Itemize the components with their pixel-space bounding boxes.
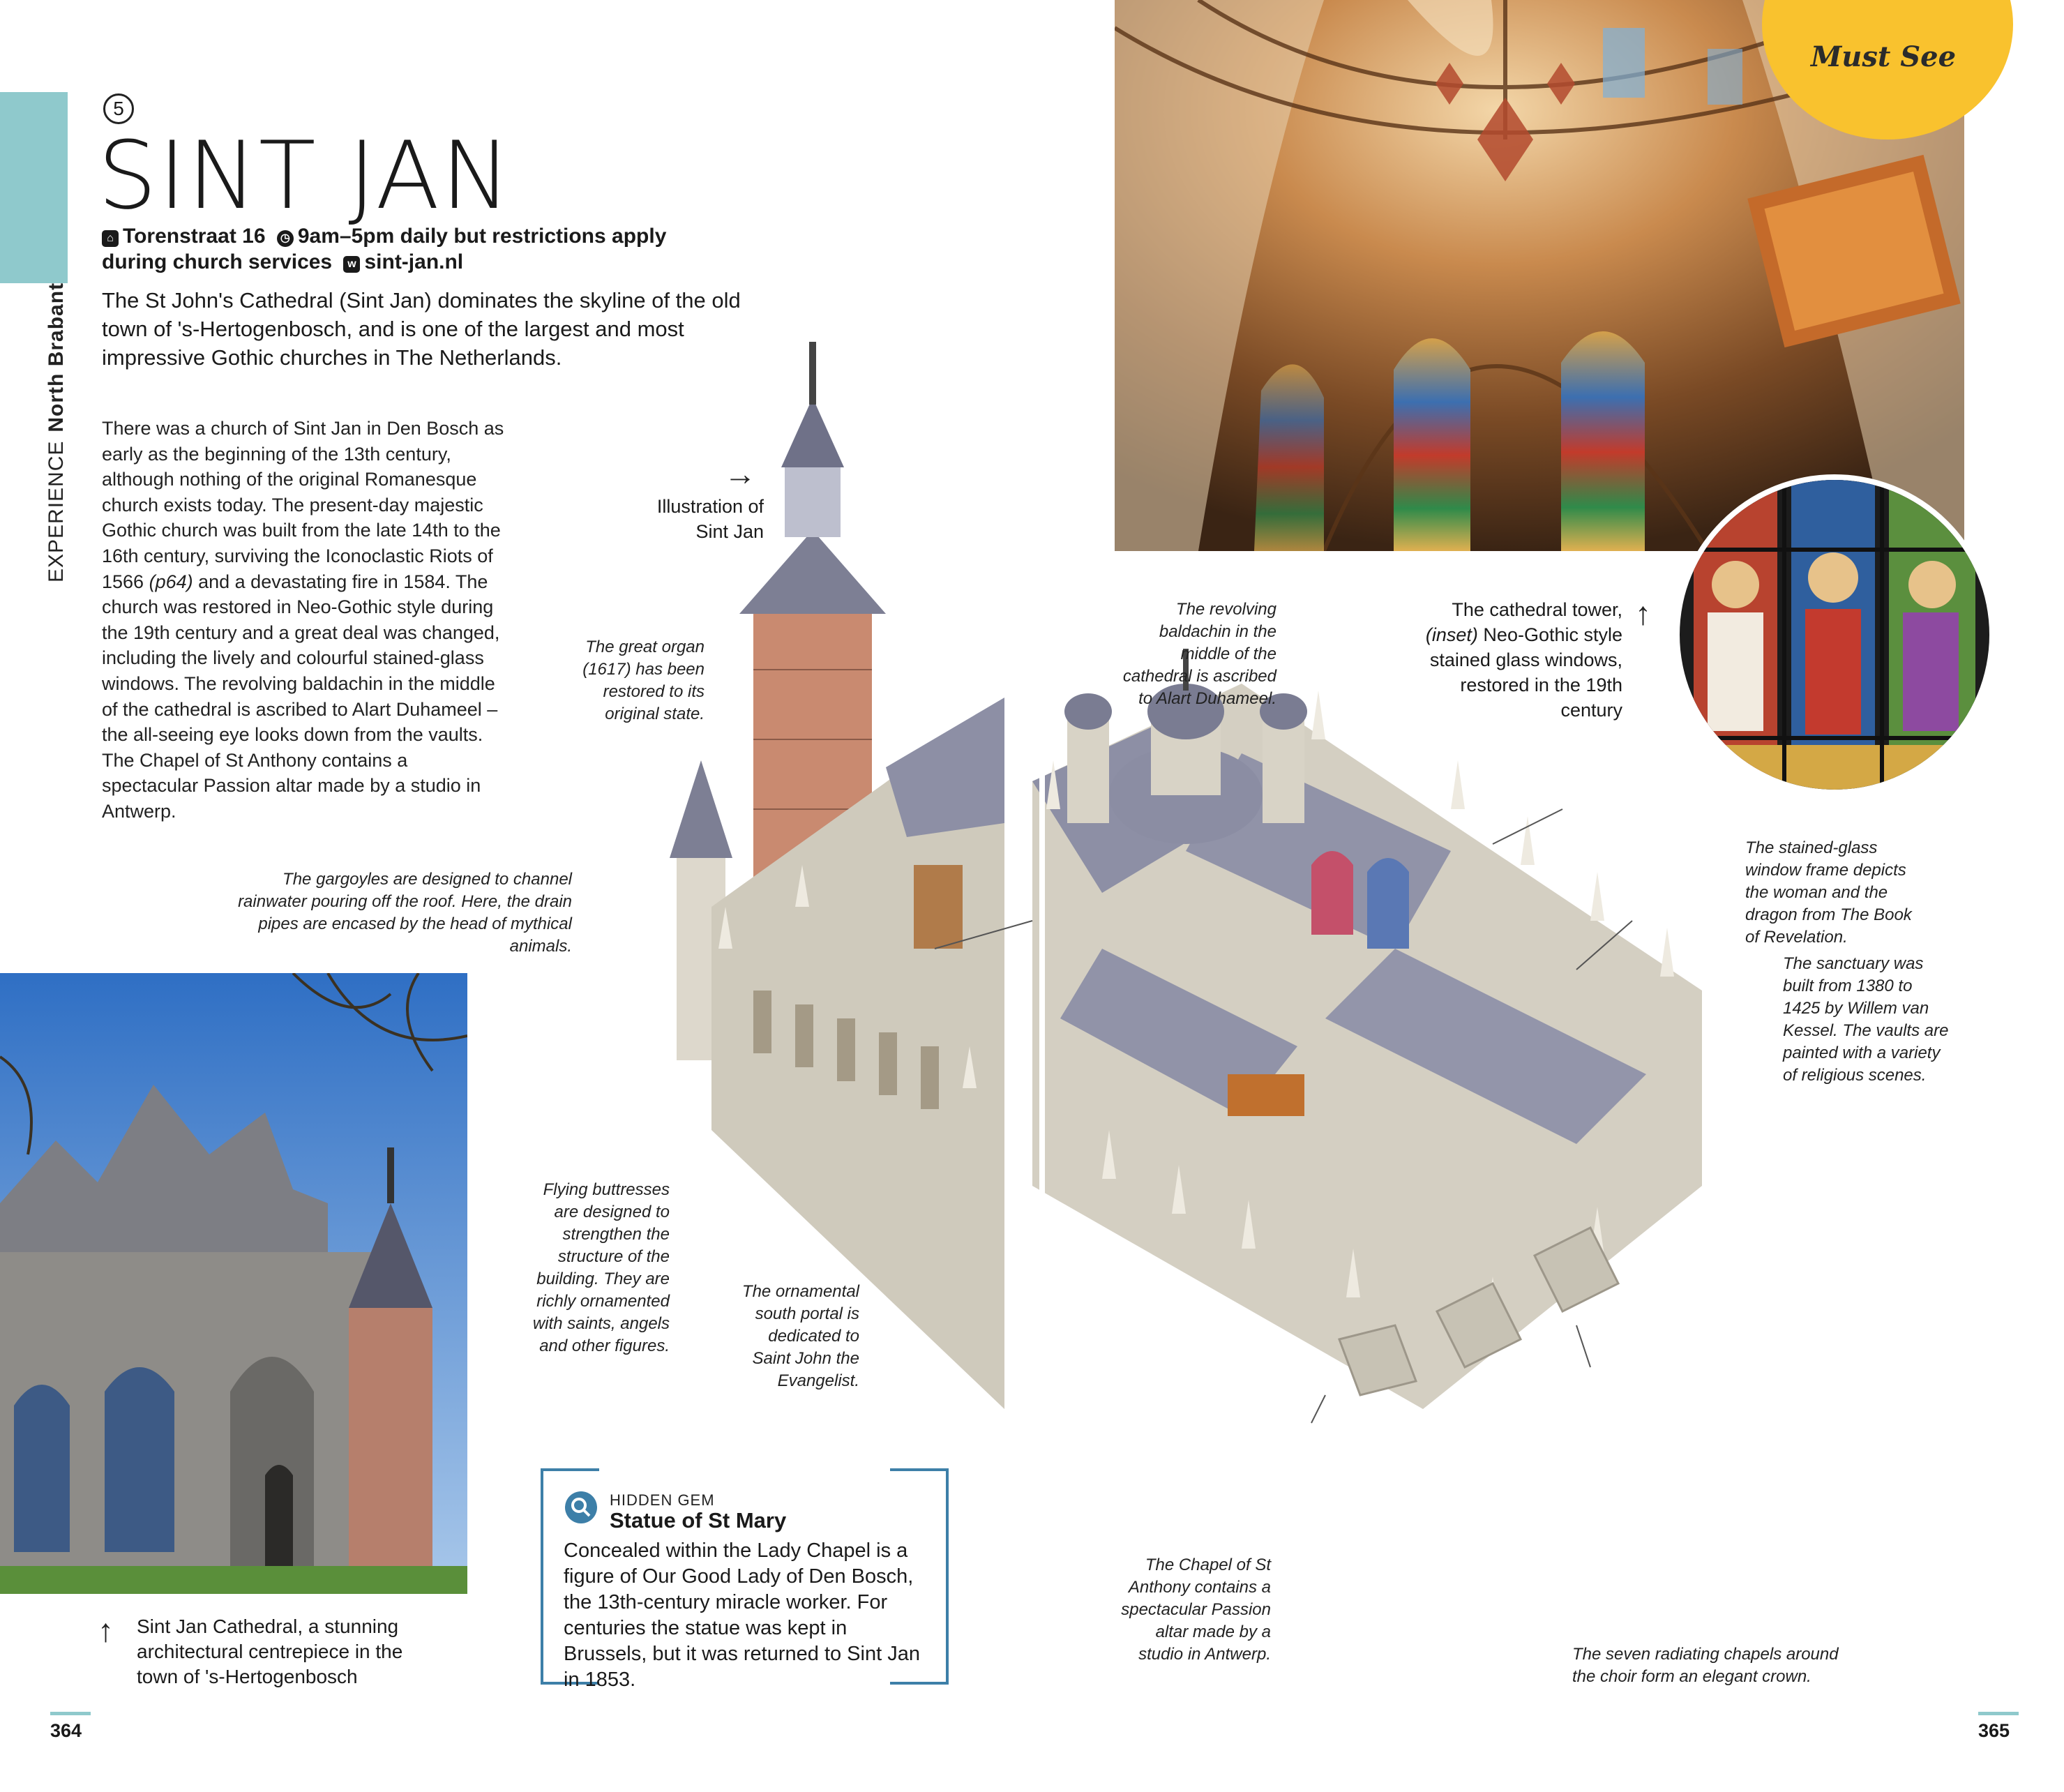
- caption-chapel: The Chapel of St Anthony contains a spectacular Passion altar made by a studio in Antwerp.: [1121, 1556, 1271, 1664]
- caption-tower: [1416, 597, 1622, 723]
- caption-tower-inset: (inset): [1425, 624, 1478, 645]
- hours-text: 9am–5pm daily but restrictions apply: [297, 225, 667, 248]
- arrow-right-icon: →: [724, 455, 756, 492]
- page-reference: (p64): [149, 571, 193, 592]
- caption-buttresses: Flying buttresses are designed to strengthen the structure of the building. They are richly ornamented with saints, angels and other figures.: [532, 1180, 670, 1355]
- caption-window-frame: The stained-glass window frame depicts the woman and the dragon from The Book of Revelation.: [1745, 838, 1912, 947]
- magnifier-icon: [565, 1491, 597, 1523]
- web-icon: w: [343, 256, 360, 273]
- caption-baldachin: The revolving baldachin in the middle of the cathedral is ascribed to Alart Duhameel.: [1122, 600, 1276, 708]
- body-text-a: There was a church of Sint Jan in Den Bosch as early as the beginning of the 13th century, although nothing of the original Romanesque church exists today. The present-day majestic Gothic church was built from the late 14th to the 16th century, surviving the Iconoclastic Riots of 1566: [102, 418, 504, 592]
- hours-continued: during church services: [102, 250, 333, 273]
- practical-info: [102, 223, 730, 275]
- clock-icon: ◷: [277, 230, 294, 247]
- caption-tower-b: Neo-Gothic style stained glass windows, restored in the 19th century: [1429, 624, 1622, 721]
- section-name: EXPERIENCE: [45, 440, 68, 582]
- address-text: Torenstraat 16: [123, 225, 266, 248]
- body-text-b: and a devastating fire in 1584. The church was restored in Neo-Gothic style during the 19th century and a great deal was changed, including the lively and colourful stained-glass windows. The revolving baldachin in the middle of the cathedral is ascribed to Alart Duhameel – the all-seeing eye looks down from the vaults. The Chapel of St Anthony contains a spectacular Passion altar made by a studio in Antwerp.: [102, 571, 500, 822]
- intro-text: The St John's Cathedral (Sint Jan) dominates the skyline of the old town of 's-Hertogenbosch, and is one of the largest and most impressive Gothic churches in The Netherlands.: [102, 288, 741, 370]
- caption-gargoyles: The gargoyles are designed to channel rainwater pouring off the roof. Here, the drain pipes are encased by the head of mythical animals.: [238, 870, 572, 956]
- hidden-gem-text: Concealed within the Lady Chapel is a figure of Our Good Lady of Den Bosch, the 13th-century miracle worker. For centuries the statue was kept in Brussels, but it was returned to Sint Jan in 1853.: [564, 1539, 920, 1691]
- arrow-up-icon: ↑: [1635, 595, 1651, 631]
- page-bar-left: [50, 1712, 91, 1715]
- caption-illustration: Illustration of Sint Jan: [656, 496, 764, 542]
- section-tab: [0, 92, 68, 283]
- body-paragraph: [102, 416, 506, 825]
- caption-radiating: The seven radiating chapels around the choir form an elegant crown.: [1572, 1645, 1839, 1686]
- page-title: SINT JAN: [98, 121, 513, 230]
- region-name: North Brabant: [45, 282, 68, 432]
- must-see-label: Must See: [1811, 40, 1957, 73]
- page-number-right: 365: [1978, 1720, 2010, 1741]
- entry-number: 5: [103, 93, 134, 124]
- section-label: [45, 283, 68, 582]
- house-icon: ⌂: [102, 230, 119, 247]
- caption-tower-a: The cathedral tower,: [1452, 599, 1622, 620]
- page-number-left: 364: [50, 1720, 82, 1741]
- website-link[interactable]: sint-jan.nl: [364, 250, 464, 273]
- hidden-gem-title: Statue of St Mary: [610, 1508, 787, 1533]
- hidden-gem-label: HIDDEN GEM: [610, 1491, 715, 1509]
- arrow-up-icon: ↑: [98, 1612, 114, 1648]
- page-bar-right: [1978, 1712, 2019, 1715]
- caption-exterior: Sint Jan Cathedral, a stunning architectural centrepiece in the town of 's-Hertogenbosch: [137, 1616, 403, 1687]
- caption-sanctuary: The sanctuary was built from 1380 to 1425 by Willem van Kessel. The vaults are painted with a variety of religious scenes.: [1783, 954, 1949, 1085]
- caption-portal: The ornamental south portal is dedicated to Saint John the Evangelist.: [741, 1282, 859, 1390]
- caption-organ: The great organ (1617) has been restored to its original state.: [582, 638, 705, 723]
- exterior-photo: [0, 973, 467, 1594]
